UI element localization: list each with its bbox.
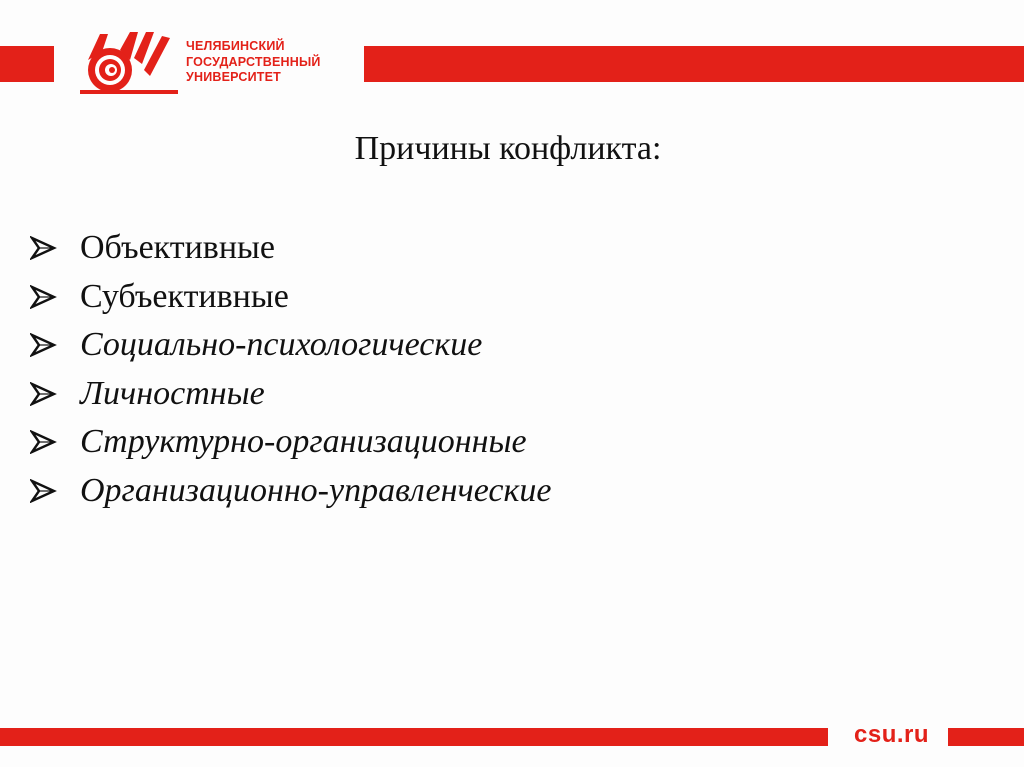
list-item-label: Личностные xyxy=(80,374,265,412)
arrow-bullet-icon xyxy=(30,427,80,457)
list-item xyxy=(30,224,551,273)
footer-site-link[interactable]: csu.ru xyxy=(854,721,930,748)
slide-title-text: Причины конфликта: xyxy=(354,130,662,167)
list-item-label: Социально-психологические xyxy=(80,326,483,364)
list-item-label: Объективные xyxy=(80,229,275,267)
footer-red-bar-right xyxy=(948,728,1024,746)
arrow-bullet-icon xyxy=(30,233,80,263)
list-item-label: Структурно-организационные xyxy=(80,423,527,461)
list-item xyxy=(30,273,551,322)
university-name xyxy=(186,39,321,86)
header-red-bar-right xyxy=(364,46,1024,82)
list-item-label: Субъективные xyxy=(80,277,289,315)
university-name-line: УНИВЕРСИТЕТ xyxy=(186,70,281,84)
list-item xyxy=(30,418,551,467)
causes-list xyxy=(30,224,551,515)
list-item xyxy=(30,370,551,419)
footer-red-bar-left xyxy=(0,728,828,746)
slide-title xyxy=(0,130,1024,168)
arrow-bullet-icon xyxy=(30,330,80,360)
header-red-bar-left xyxy=(0,46,54,82)
list-item xyxy=(30,321,551,370)
university-name-line: ГОСУДАРСТВЕННЫЙ xyxy=(186,54,321,69)
university-logo-icon xyxy=(80,30,178,96)
list-item-label: Организационно-управленческие xyxy=(80,471,552,509)
arrow-bullet-icon xyxy=(30,476,80,506)
list-item xyxy=(30,467,551,516)
university-name-line: ЧЕЛЯБИНСКИЙ xyxy=(186,39,285,53)
arrow-bullet-icon xyxy=(30,282,80,312)
arrow-bullet-icon xyxy=(30,379,80,409)
